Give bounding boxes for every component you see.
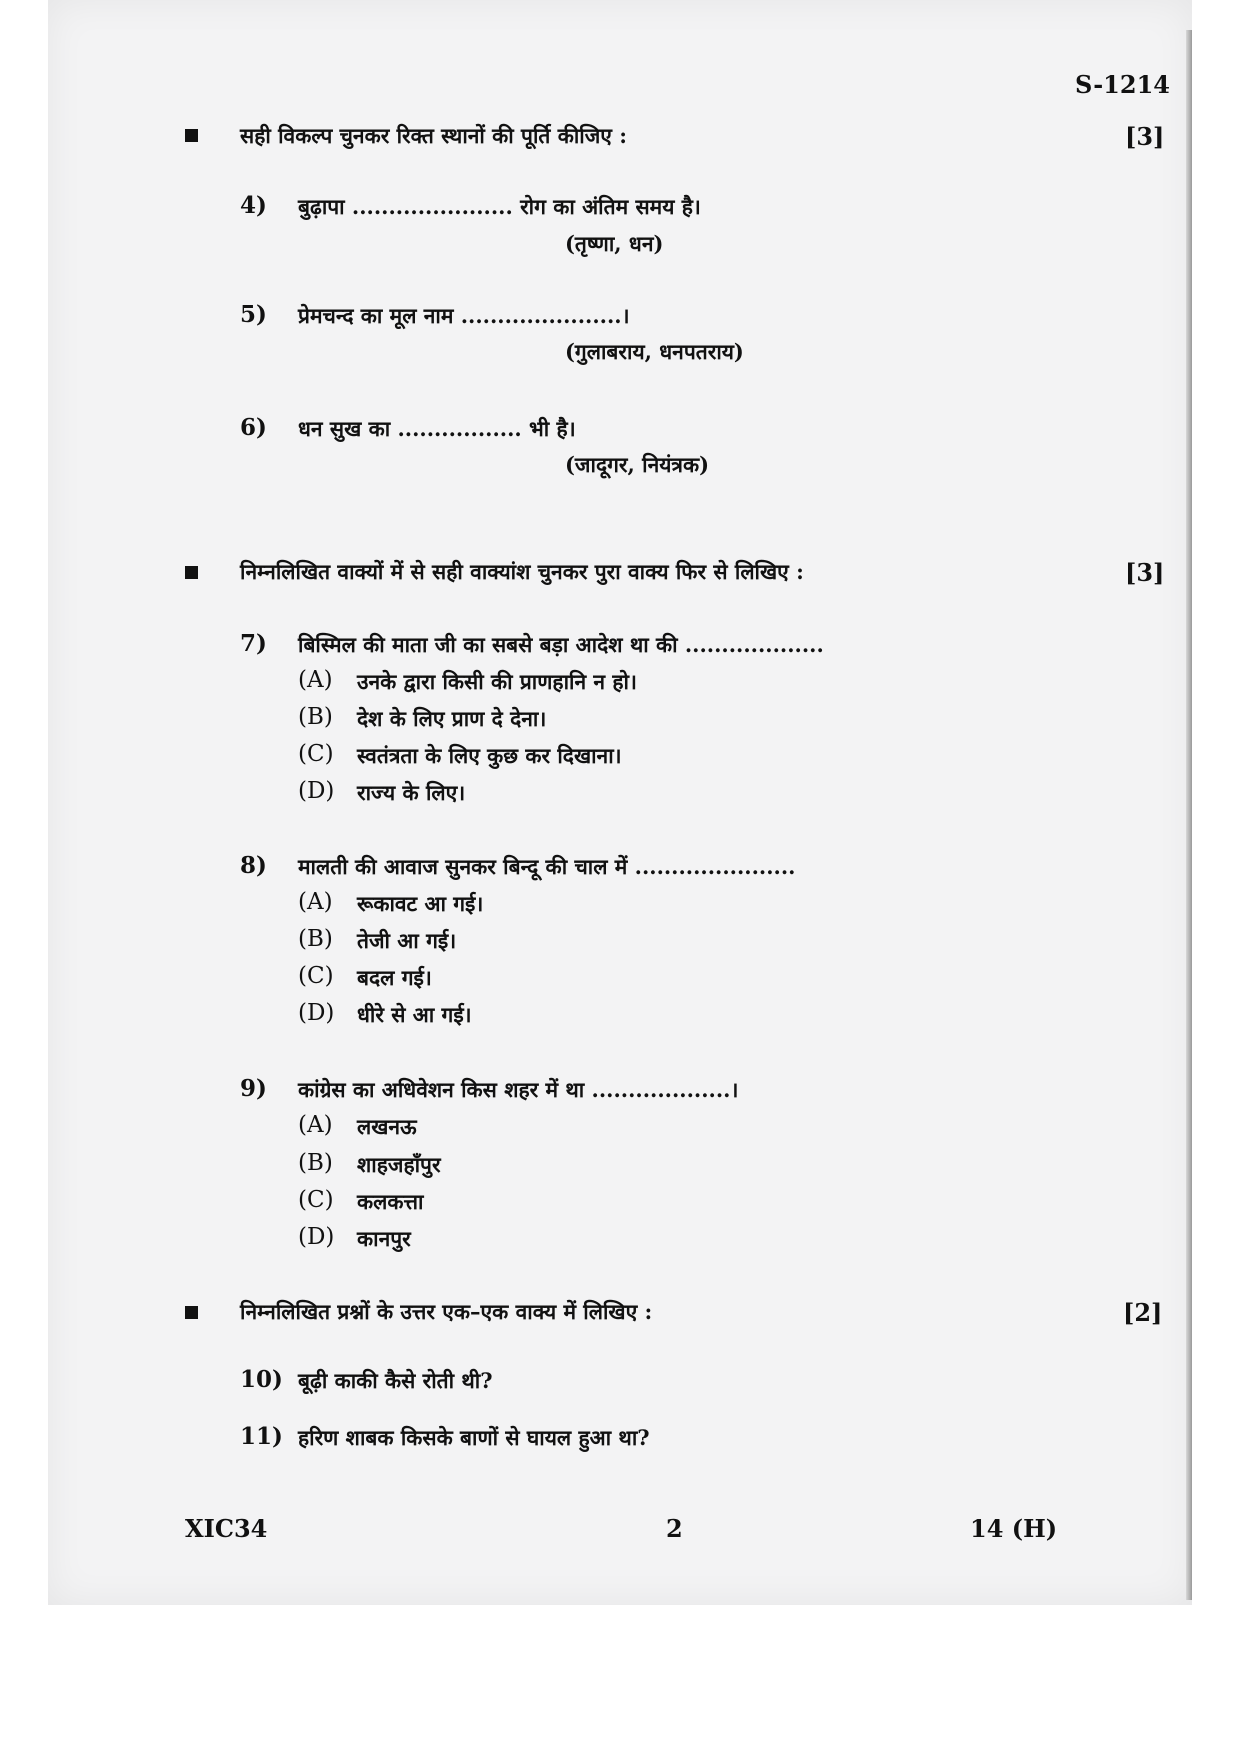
option-letter: (D) [298, 778, 335, 804]
option-text: स्वतंत्रता के लिए कुछ कर दिखाना। [357, 743, 622, 768]
question-number: 6) [240, 414, 267, 441]
option-text: राज्य के लिए। [357, 780, 466, 805]
option-text: उनके द्वारा किसी की प्राणहानि न हो। [357, 669, 637, 694]
section-marks: [3] [1125, 122, 1165, 151]
section-instruction: निम्नलिखित प्रश्नों के उत्तर एक–एक वाक्य में लिखिए : [240, 1299, 653, 1324]
option-letter: (A) [298, 889, 333, 915]
option-text: देश के लिए प्राण दे देना। [357, 706, 547, 731]
question-number: 11) [240, 1423, 283, 1450]
option-text: कानपुर [357, 1226, 411, 1251]
footer-subject-code: 14 (H) [970, 1514, 1058, 1543]
option-letter: (C) [298, 741, 334, 767]
option-text: शाहजहाँपुर [357, 1152, 441, 1177]
option-text: रूकावट आ गई। [357, 891, 484, 916]
question-text: बूढ़ी काकी कैसे रोती थी? [298, 1368, 493, 1393]
option-letter: (D) [298, 1000, 335, 1026]
question-text: प्रेमचन्द का मूल नाम ......................। [298, 303, 630, 328]
section-marks: [2] [1123, 1298, 1163, 1327]
question-text: कांग्रेस का अधिवेशन किस शहर में था ...................। [298, 1077, 739, 1102]
section-instruction: सही विकल्प चुनकर रिक्त स्थानों की पूर्ति कीजिए : [240, 123, 627, 148]
question-text: बुढ़ापा ...................... रोग का अंतिम समय है। [298, 194, 701, 219]
option-letter: (A) [298, 667, 333, 693]
section-bullet [185, 129, 198, 142]
answer-choices: (तृष्णा, धन) [565, 231, 664, 256]
question-number: 5) [240, 301, 267, 328]
answer-choices: (गुलाबराय, धनपतराय) [565, 339, 744, 364]
footer-series-code: XIC34 [185, 1514, 268, 1543]
option-letter: (B) [298, 704, 333, 730]
question-number: 9) [240, 1075, 267, 1102]
question-text: बिस्मिल की माता जी का सबसे बड़ा आदेश था की ................... [298, 632, 824, 657]
option-text: बदल गई। [357, 965, 432, 990]
option-text: धीरे से आ गई। [357, 1002, 472, 1027]
section-marks: [3] [1125, 558, 1165, 587]
question-number: 10) [240, 1366, 283, 1393]
option-letter: (C) [298, 963, 334, 989]
option-text: लखनऊ [357, 1114, 417, 1139]
section-bullet [185, 1306, 198, 1319]
question-text: हरिण शाबक किसके बाणों से घायल हुआ था? [298, 1425, 650, 1450]
section-bullet [185, 566, 198, 579]
footer-page-number: 2 [666, 1514, 683, 1543]
question-number: 4) [240, 192, 267, 219]
answer-choices: (जादूगर, नियंत्रक) [565, 452, 710, 477]
question-number: 8) [240, 852, 267, 879]
option-letter: (B) [298, 1150, 333, 1176]
paper-code: S-1214 [1075, 70, 1170, 99]
page-edge-shadow [1186, 30, 1192, 1600]
option-letter: (D) [298, 1224, 335, 1250]
question-number: 7) [240, 630, 267, 657]
question-text: मालती की आवाज सुनकर बिन्दू की चाल में ...................... [298, 854, 796, 879]
option-letter: (A) [298, 1112, 333, 1138]
question-text: धन सुख का ................. भी है। [298, 416, 576, 441]
option-letter: (B) [298, 926, 333, 952]
section-instruction: निम्नलिखित वाक्यों में से सही वाक्यांश चुनकर पुरा वाक्य फिर से लिखिए : [240, 559, 804, 584]
option-letter: (C) [298, 1187, 334, 1213]
option-text: तेजी आ गई। [357, 928, 457, 953]
option-text: कलकत्ता [357, 1189, 424, 1214]
